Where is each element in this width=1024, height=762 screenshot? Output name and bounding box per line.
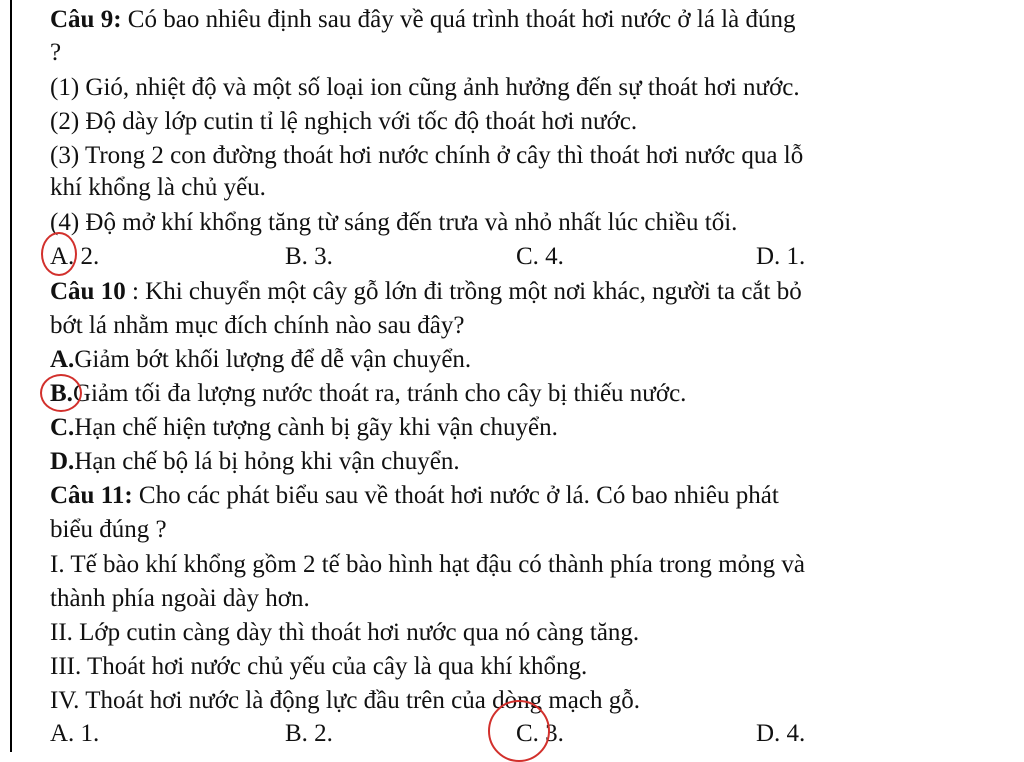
q9-options <box>50 241 1010 273</box>
q11-option-b[interactable]: B. 2. <box>285 720 333 747</box>
q10-stem-line-1 <box>50 276 802 308</box>
q10-option-c[interactable] <box>50 412 558 444</box>
q10-stem-line-2: bớt lá nhằm mục đích chính nào sau đây? <box>50 312 465 339</box>
q9-option-c[interactable]: C. 4. <box>516 243 564 270</box>
q11-option-c[interactable]: C. 3. <box>516 720 564 747</box>
q9-option-d[interactable]: D. 1. <box>756 243 806 270</box>
q9-answer-circle-mark <box>41 232 77 276</box>
q10-option-c-key: C. <box>50 414 75 441</box>
q10-option-a-text: Giảm bớt khối lượng để dễ vận chuyển. <box>74 346 472 373</box>
q10-option-b[interactable] <box>50 378 686 410</box>
q9-label: Câu 9: <box>50 6 122 33</box>
q11-stem-line-2: biểu đúng ? <box>50 516 167 543</box>
q9-stem-line-1 <box>50 4 795 36</box>
q10-option-d-text: Hạn chế bộ lá bị hỏng khi vận chuyển. <box>74 448 460 475</box>
q11-stem-line-1 <box>50 480 779 512</box>
q11-option-a[interactable]: A. 1. <box>50 720 100 747</box>
q9-stem-text: Có bao nhiêu định sau đây về quá trình thoát hơi nước ở lá là đúng <box>121 6 796 33</box>
q10-answer-circle-mark <box>40 374 82 412</box>
worksheet-page <box>50 0 1010 752</box>
q9-option-a[interactable]: A. 2. <box>50 243 100 270</box>
q9-option-b[interactable]: B. 3. <box>285 243 333 270</box>
q9-statement-4: (4) Độ mở khí khổng tăng từ sáng đến trưa và nhỏ nhất lúc chiều tối. <box>50 209 738 236</box>
q11-statement-3: III. Thoát hơi nước chủ yếu của cây là qua khí khổng. <box>50 653 588 680</box>
q11-statement-2: II. Lớp cutin càng dày thì thoát hơi nước qua nó càng tăng. <box>50 619 640 646</box>
q11-label: Câu 11: <box>50 482 133 509</box>
q10-stem-text: : Khi chuyển một cây gỗ lớn đi trồng một nơi khác, người ta cắt bỏ <box>125 278 802 305</box>
q10-option-a[interactable] <box>50 344 471 376</box>
q11-option-d[interactable]: D. 4. <box>756 720 806 747</box>
q10-option-b-text: Giảm tối đa lượng nước thoát ra, tránh cho cây bị thiếu nước. <box>72 380 687 407</box>
q9-statement-2: (2) Độ dày lớp cutin tỉ lệ nghịch với tốc độ thoát hơi nước. <box>50 108 638 135</box>
q9-stem-line-2: ? <box>50 39 62 66</box>
q11-answer-circle-mark <box>488 700 550 762</box>
q11-stem-text: Cho các phát biểu sau về thoát hơi nước ở lá. Có bao nhiêu phát <box>132 482 779 509</box>
q10-option-c-text: Hạn chế hiện tượng cành bị gãy khi vận chuyển. <box>74 414 558 441</box>
q11-statement-1b: thành phía ngoài dày hơn. <box>50 585 310 612</box>
q10-option-b-key: B. <box>50 380 73 407</box>
q10-option-a-key: A. <box>50 346 75 373</box>
q9-statement-3b: khí khổng là chủ yếu. <box>50 174 266 201</box>
q9-statement-1: (1) Gió, nhiệt độ và một số loại ion cũng ảnh hưởng đến sự thoát hơi nước. <box>50 74 800 101</box>
q9-statement-3a: (3) Trong 2 con đường thoát hơi nước chính ở cây thì thoát hơi nước qua lỗ <box>50 142 804 169</box>
q11-statement-4: IV. Thoát hơi nước là động lực đầu trên của dòng mạch gỗ. <box>50 687 640 714</box>
q10-option-d-key: D. <box>50 448 75 475</box>
q10-option-d[interactable] <box>50 446 460 478</box>
q10-label: Câu 10 <box>50 278 126 305</box>
q11-statement-1a: I. Tế bào khí khổng gồm 2 tế bào hình hạt đậu có thành phía trong mỏng và <box>50 551 805 578</box>
left-border-line <box>10 0 12 752</box>
